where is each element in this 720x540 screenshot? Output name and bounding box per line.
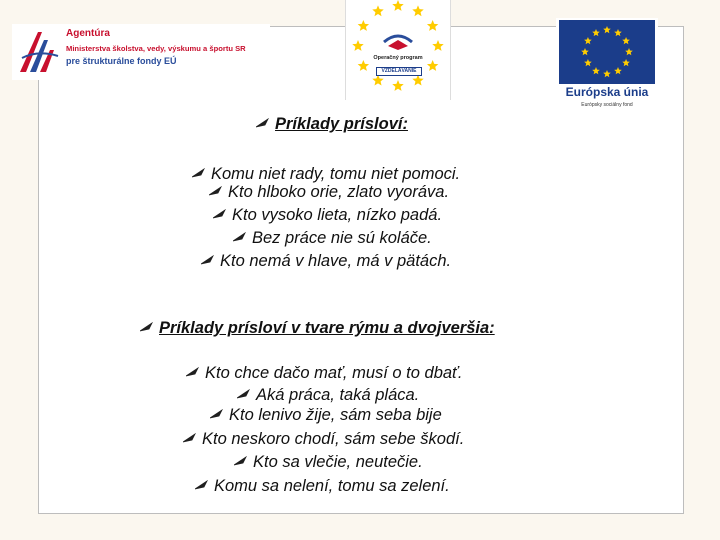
section1-heading (256, 114, 408, 134)
op-line1: Operačný program (373, 55, 423, 61)
section2-item: Kto lenivo žije, sám seba bije (210, 405, 442, 425)
star-icon (372, 75, 383, 86)
agency-emblem-icon (16, 28, 60, 74)
section1-item: Bez práce nie sú koláče. (233, 228, 432, 248)
quill-bullet-icon (201, 255, 214, 265)
section2-item: Kto chce dačo mať, musí o to dbať. (186, 363, 462, 383)
eu-logo (556, 18, 658, 112)
quill-bullet-icon (234, 456, 247, 466)
star-icon (352, 40, 363, 51)
eu-subtitle: Európsky sociálny fond (581, 102, 633, 108)
quill-bullet-icon (237, 389, 250, 399)
star-icon (372, 5, 383, 16)
quill-bullet-icon (233, 232, 246, 242)
section2-item: Komu sa nelení, tomu sa zelení. (195, 476, 450, 496)
quill-bullet-icon (256, 118, 269, 128)
section2-item: Aká práca, taká pláca. (237, 385, 419, 405)
op-line2: VZDELÁVANIE (376, 67, 422, 76)
op-star-ring-icon (346, 0, 450, 100)
star-icon (392, 0, 403, 11)
quill-bullet-icon (210, 409, 223, 419)
star-icon (358, 60, 369, 71)
section2-heading (140, 318, 495, 338)
section1-item: Kto nemá v hlave, má v pätách. (201, 251, 451, 271)
star-icon (392, 80, 403, 91)
star-icon (412, 5, 423, 16)
op-education-logo (345, 0, 451, 100)
quill-bullet-icon (213, 209, 226, 219)
section2-item: Kto neskoro chodí, sám sebe škodí. (183, 429, 464, 449)
quill-bullet-icon (140, 322, 153, 332)
agency-line1: Ministerstva školstva, vedy, výskumu a športu SR (66, 44, 246, 53)
agency-logo (12, 24, 270, 80)
section1-item: Komu niet rady, tomu niet pomoci. (192, 164, 460, 184)
section1-item: Kto vysoko lieta, nízko padá. (213, 205, 442, 225)
quill-bullet-icon (195, 480, 208, 490)
eu-flag-icon (559, 20, 655, 84)
quill-bullet-icon (183, 433, 196, 443)
star-icon (427, 60, 438, 71)
section1-heading-text: Príklady prísloví: (275, 115, 408, 133)
agency-line2: pre štrukturálne fondy EÚ (66, 56, 177, 66)
star-icon (358, 20, 369, 31)
quill-bullet-icon (186, 367, 199, 377)
section2-item: Kto sa vlečie, neutečie. (234, 452, 423, 472)
section1-item: Kto hlboko orie, zlato vyoráva. (209, 182, 449, 202)
quill-bullet-icon (209, 186, 222, 196)
agency-title: Agentúra (66, 28, 110, 39)
section2-heading-text: Príklady prísloví v tvare rýmu a dvojveršia: (159, 319, 495, 337)
star-icon (412, 75, 423, 86)
star-icon (427, 20, 438, 31)
star-icon (432, 40, 443, 51)
eu-title: Európska únia (565, 85, 649, 99)
quill-bullet-icon (192, 168, 205, 178)
